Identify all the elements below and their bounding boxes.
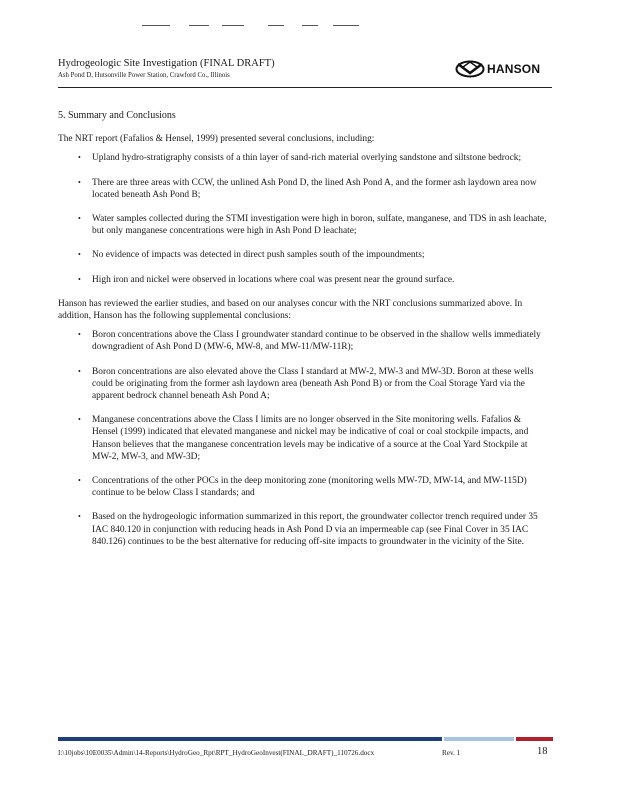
list-item-text: Boron concentrations above the Class I groundwater standard continue to be observed in the shallow wells immediately downgradient of Ash Pond D (MW-6, MW-8, and MW-11/MW-11R); (92, 330, 541, 353)
list-item (58, 213, 548, 237)
list-item-text: Based on the hydrogeologic information summarized in this report, the groundwater collector trench required under 35 IAC 840.120 in conjunction with reducing heads in Ash Pond D via an impermeable cap (see Final Cover in 35 IAC 840.126) continues to be the best alternative for reducing off-site impacts to groundwater in the vicinity of the Site. (92, 512, 538, 547)
bullet-icon: • (78, 250, 81, 260)
list-item-text: There are three areas with CCW, the unlined Ash Pond D, the lined Ash Pond A, and the former ash laydown area now located beneath Ash Pond B; (92, 177, 537, 200)
bullet-icon: • (78, 177, 81, 187)
nrt-conclusions-list (58, 152, 548, 285)
list-item (58, 329, 548, 353)
hanson-emblem-icon (455, 60, 485, 78)
hanson-paragraph: Hanson has reviewed the earlier studies, and based on our analyses concur with the NRT conclusions summarized above. In addition, Hanson has the following supplemental conclusions: (58, 298, 523, 322)
bullet-icon: • (78, 214, 81, 224)
list-item (58, 475, 548, 499)
bullet-icon: • (78, 512, 81, 522)
list-item-text: High iron and nickel were observed in locations where coal was present near the ground surface. (92, 274, 455, 285)
list-item (58, 177, 548, 201)
list-item (58, 511, 548, 548)
list-item-text: Manganese concentrations above the Class I limits are no longer observed in the Site monitoring wells. Fafalios & Hensel (1999) indicated that elevated manganese and nickel may be indicative of coal or coal stockpile impacts, and Hanson believes that the manganese concentration levels may be indicative of a source at the Coal Yard Stockpile at MW-2, MW-3, and MW-3D; (92, 415, 529, 462)
top-marks (0, 25, 618, 28)
list-item-text: Water samples collected during the STMI investigation were high in boron, sulfate, manganese, and TDS in ash leachate, but only manganese concentrations were high in Ash Pond D leachate; (92, 214, 547, 237)
bullet-icon: • (78, 330, 81, 340)
bullet-icon: • (78, 274, 81, 284)
document-title: Hydrogeologic Site Investigation (FINAL DRAFT) (58, 58, 275, 69)
list-item (58, 414, 548, 463)
bullet-icon: • (78, 366, 81, 376)
list-item (58, 274, 548, 286)
logo-wordmark: HANSON (487, 62, 541, 76)
list-item-text: Concentrations of the other POCs in the deep monitoring zone (monitoring wells MW-7D, MW-14, and MW-115D) continue to be below Class I standards; and (92, 476, 527, 499)
page-number: 18 (537, 746, 548, 757)
footer-bar-light-blue (444, 737, 514, 741)
list-item (58, 152, 548, 164)
footer-bar-navy (58, 737, 442, 741)
footer-revision: Rev. 1 (442, 749, 461, 757)
header-rule (58, 87, 552, 88)
section-heading: 5. Summary and Conclusions (58, 110, 176, 121)
intro-paragraph: The NRT report (Fafalios & Hensel, 1999) presented several conclusions, including: (58, 134, 375, 145)
footer-file-path: I:\10jobs\10E0035\Admin\14-Reports\HydroGeo_Rpt\RPT_HydroGeoInvest(FINAL_DRAFT)_110726.docx (58, 749, 375, 757)
list-item-text: No evidence of impacts was detected in direct push samples south of the impoundments; (92, 250, 425, 261)
list-item (58, 366, 548, 403)
bullet-icon: • (78, 153, 81, 163)
list-item-text: Upland hydro-stratigraphy consists of a thin layer of sand-rich material overlying sandstone and siltstone bedrock; (92, 153, 522, 164)
page-body (58, 110, 548, 560)
hanson-conclusions-list (58, 329, 548, 548)
document-subtitle: Ash Pond D, Hutsonville Power Station, Crawford Co., Illinois (58, 72, 230, 79)
bullet-icon: • (78, 415, 81, 425)
footer-bar-red (516, 737, 553, 741)
list-item-text: Boron concentrations are also elevated above the Class I standard at MW-2, MW-3 and MW-3D. Boron at these wells could be originating from the former ash laydown area (beneath Ash Pond B) or from the Coal Storage Yard via the apparent bedrock channel beneath Ash Pond A; (92, 366, 534, 402)
hanson-logo (455, 60, 540, 78)
list-item (58, 249, 548, 261)
bullet-icon: • (78, 476, 81, 486)
